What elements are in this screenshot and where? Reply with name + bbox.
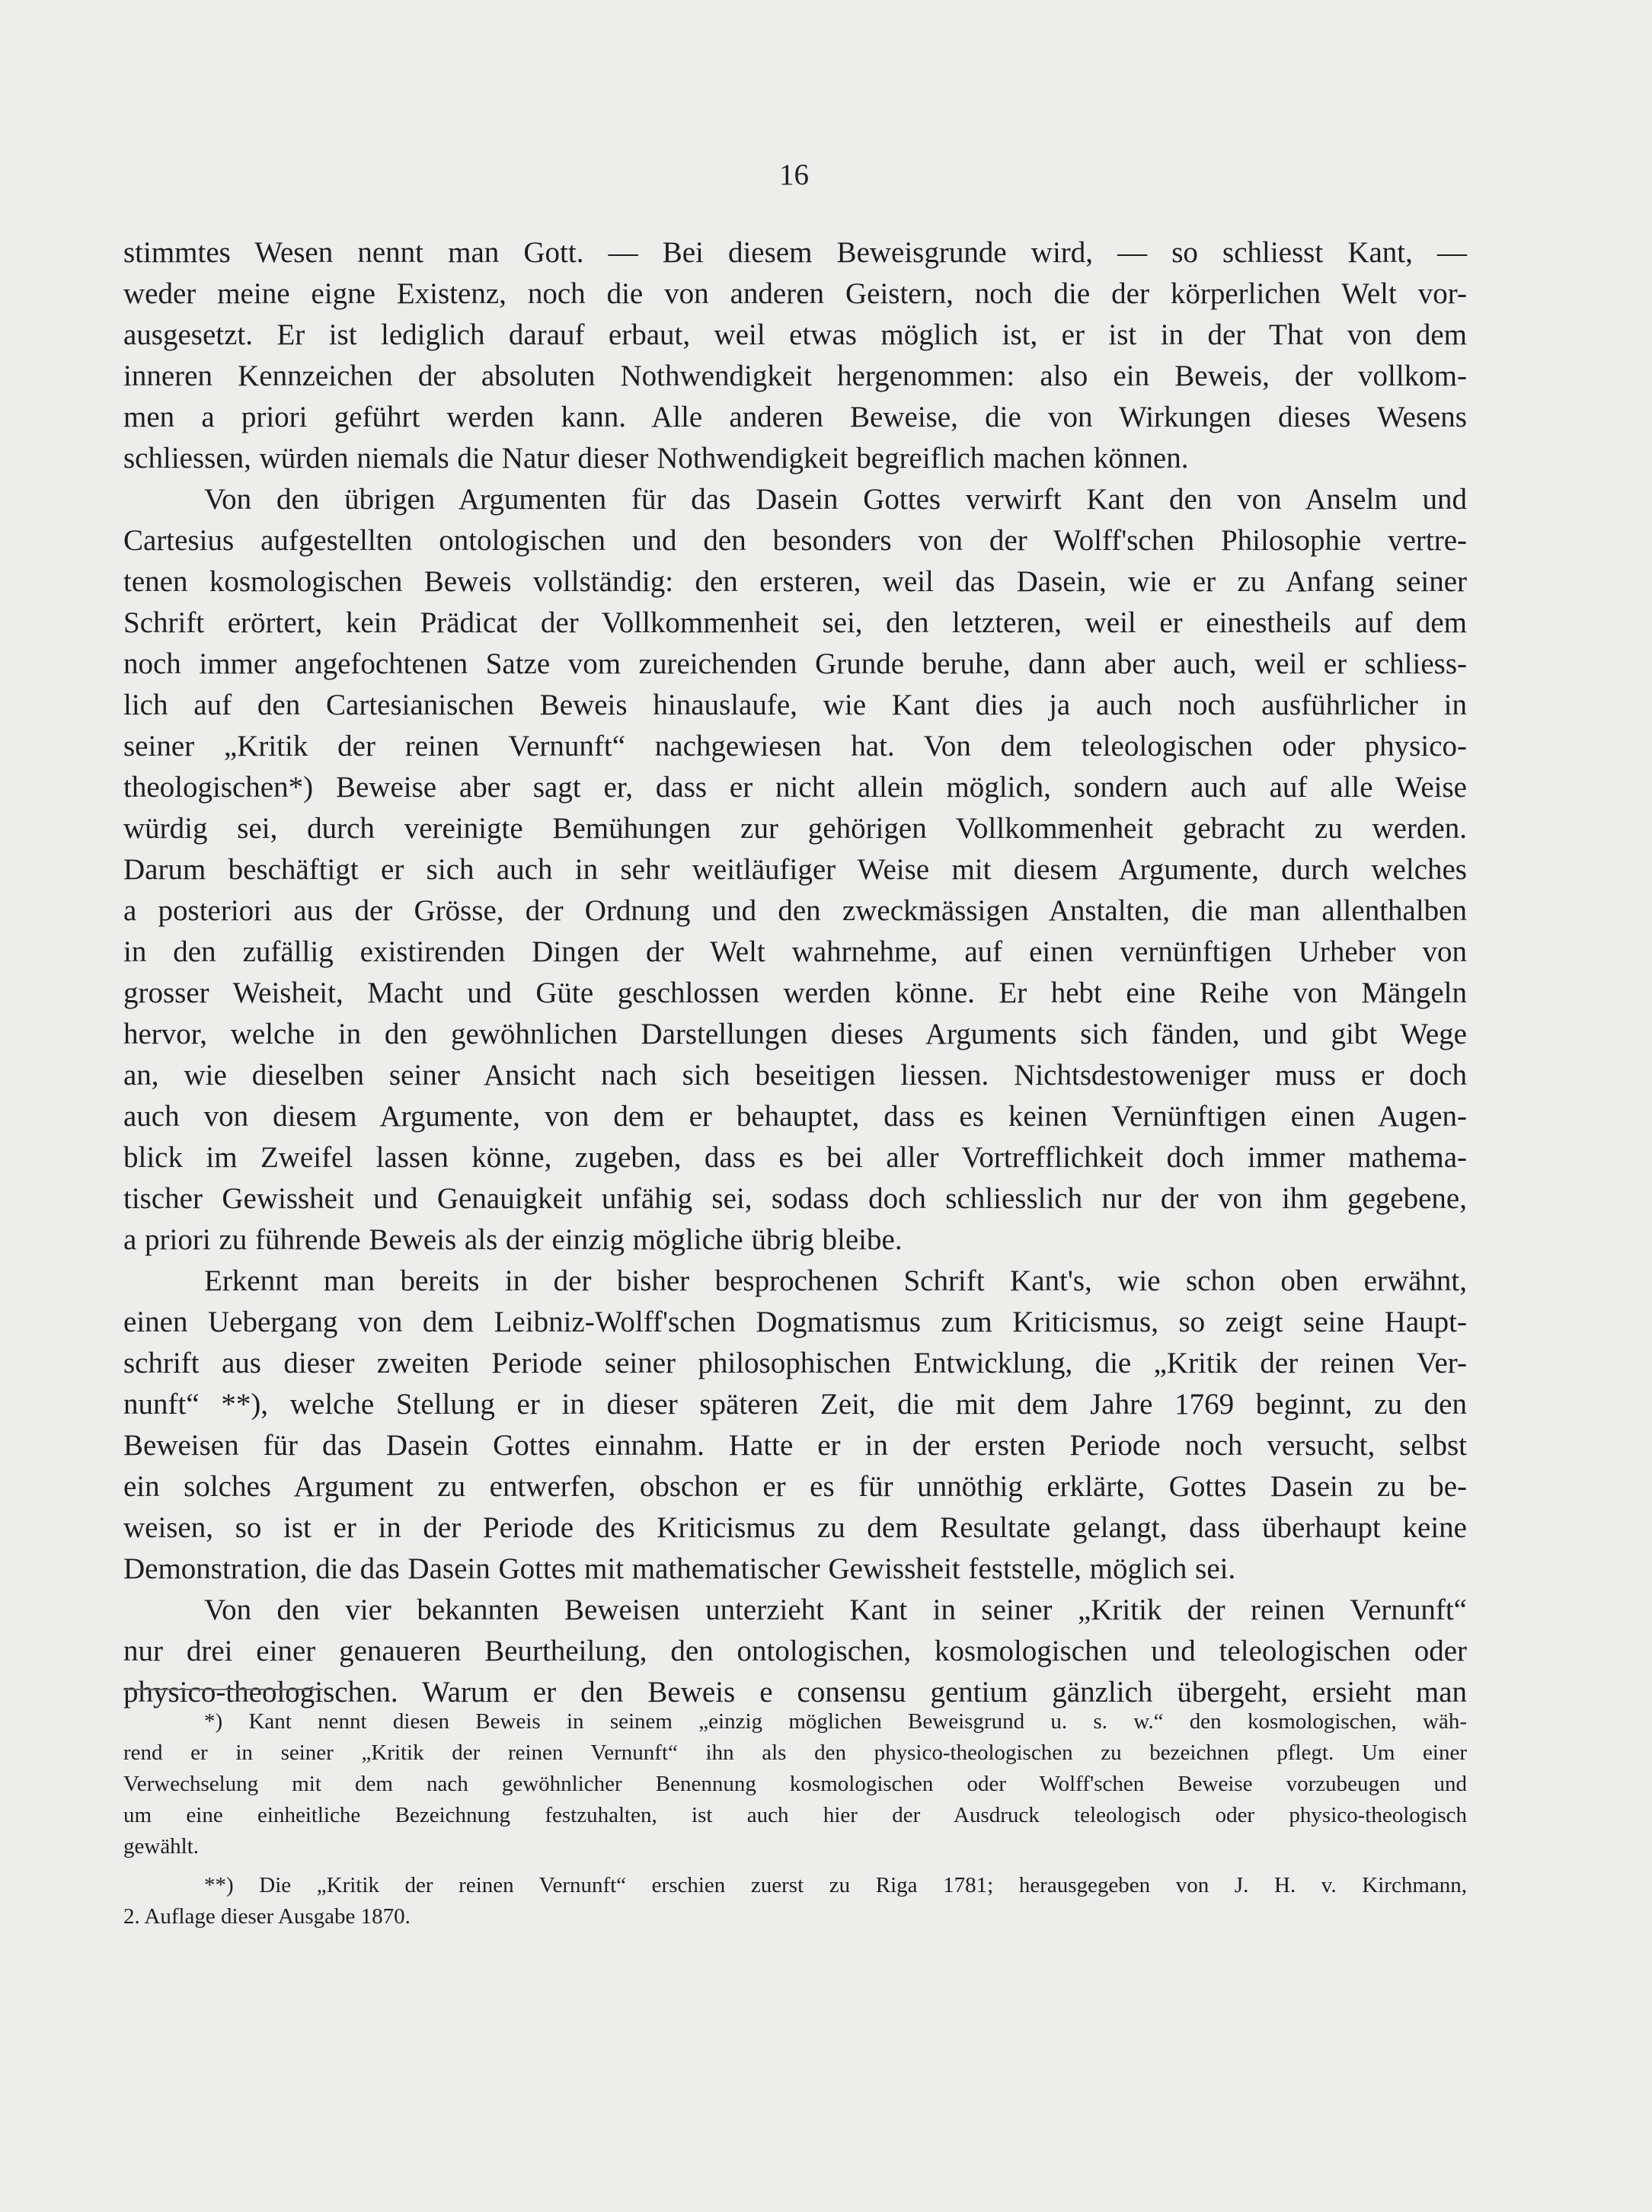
footnote-line: Verwechselung mit dem nach gewöhnlicher Benennung kosmologischen oder Wolff'schen Beweise vorzubeugen und — [123, 1772, 1467, 1796]
text-line: tenen kosmologischen Beweis vollständig: den ersteren, weil das Dasein, wie er zu Anfang seiner — [123, 565, 1467, 598]
footnote-line: rend er in seiner „Kritik der reinen Vernunft“ ihn als den physico-theologischen zu bezeichnen pflegt. Um einer — [123, 1741, 1467, 1765]
text-line: a priori zu führende Beweis als der einzig mögliche übrig bleibe. — [123, 1223, 903, 1256]
text-line: Beweisen für das Dasein Gottes einnahm. Hatte er in der ersten Periode noch versucht, selbst — [123, 1429, 1467, 1462]
footnote-divider — [123, 1689, 323, 1690]
text-line: theologischen*) Beweise aber sagt er, dass er nicht allein möglich, sondern auch auf alle Weise — [123, 771, 1467, 804]
text-line: blick im Zweifel lassen könne, zugeben, dass es bei aller Vortrefflichkeit doch immer mathema- — [123, 1141, 1467, 1174]
paragraph-start-line: Erkennt man bereits in der bisher besprochenen Schrift Kant's, wie schon oben erwähnt, — [204, 1264, 1467, 1297]
footnotes — [123, 1706, 1467, 1932]
text-line: Cartesius aufgestellten ontologischen und den besonders von der Wolff'schen Philosophie vertre- — [123, 524, 1467, 557]
paragraph-start-line: Von den vier bekannten Beweisen unterzieht Kant in seiner „Kritik der reinen Vernunft“ — [204, 1593, 1467, 1626]
text-line: stimmtes Wesen nennt man Gott. — Bei diesem Beweisgrunde wird, — so schliesst Kant, — — [123, 236, 1467, 269]
text-line: Demonstration, die das Dasein Gottes mit mathematischer Gewissheit feststelle, möglich sei. — [123, 1552, 1236, 1585]
text-line: an, wie dieselben seiner Ansicht nach sich beseitigen liessen. Nichtsdestoweniger muss er doch — [123, 1059, 1467, 1092]
text-line: nunft“ **), welche Stellung er in dieser späteren Zeit, die mit dem Jahre 1769 beginnt, zu den — [123, 1388, 1467, 1421]
text-line: einen Uebergang von dem Leibniz-Wolff'schen Dogmatismus zum Kriticismus, so zeigt seine Haupt- — [123, 1306, 1467, 1338]
text-line: nur drei einer genaueren Beurtheilung, den ontologischen, kosmologischen und teleologischen oder — [123, 1635, 1467, 1667]
text-line: lich auf den Cartesianischen Beweis hinauslaufe, wie Kant dies ja auch noch ausführlicher in — [123, 689, 1467, 721]
text-line: noch immer angefochtenen Satze vom zureichenden Grunde beruhe, dann aber auch, weil er schliess- — [123, 647, 1467, 680]
text-line: schrift aus dieser zweiten Periode seiner philosophischen Entwicklung, die „Kritik der reinen Ver- — [123, 1347, 1467, 1379]
body-text — [123, 232, 1467, 1713]
text-line: physico-theologischen. Warum er den Beweis e consensu gentium gänzlich übergeht, ersieht man — [123, 1676, 1467, 1709]
text-line: würdig sei, durch vereinigte Bemühungen zur gehörigen Vollkommenheit gebracht zu werden. — [123, 812, 1467, 845]
text-line: ausgesetzt. Er ist lediglich darauf erbaut, weil etwas möglich ist, er ist in der That von dem — [123, 318, 1467, 351]
text-line: weisen, so ist er in der Periode des Kriticismus zu dem Resultate gelangt, dass überhaupt keine — [123, 1511, 1467, 1544]
footnote-line: um eine einheitliche Bezeichnung festzuhalten, ist auch hier der Ausdruck teleologisch oder physico-theologisch — [123, 1803, 1467, 1827]
text-line: Schrift erörtert, kein Prädicat der Vollkommenheit sei, den letzteren, weil er einestheils auf dem — [123, 606, 1467, 639]
text-line: tischer Gewissheit und Genauigkeit unfähig sei, sodass doch schliesslich nur der von ihm gegebene, — [123, 1182, 1467, 1215]
text-line: grosser Weisheit, Macht und Güte geschlossen werden könne. Er hebt eine Reihe von Mängeln — [123, 977, 1467, 1009]
text-line: seiner „Kritik der reinen Vernunft“ nachgewiesen hat. Von dem teleologischen oder physico- — [123, 730, 1467, 762]
text-line: in den zufällig existirenden Dingen der Welt wahrnehme, auf einen vernünftigen Urheber von — [123, 935, 1467, 968]
text-line: inneren Kennzeichen der absoluten Nothwendigkeit hergenommen: also ein Beweis, der vollkom- — [123, 360, 1467, 392]
page-number: 16 — [779, 158, 809, 191]
text-line: Darum beschäftigt er sich auch in sehr weitläufiger Weise mit diesem Argumente, durch welches — [123, 853, 1467, 886]
text-line: a posteriori aus der Grösse, der Ordnung und den zweckmässigen Anstalten, die man allenthalben — [123, 894, 1467, 927]
footnote-line: *) Kant nennt diesen Beweis in seinem „einzig möglichen Beweisgrund u. s. w.“ den kosmologischen, wäh- — [204, 1709, 1467, 1734]
paragraph-start-line: Von den übrigen Argumenten für das Dasein Gottes verwirft Kant den von Anselm und — [204, 483, 1467, 516]
text-line: men a priori geführt werden kann. Alle anderen Beweise, die von Wirkungen dieses Wesens — [123, 401, 1467, 433]
text-line: schliessen, würden niemals die Natur dieser Nothwendigkeit begreiflich machen können. — [123, 442, 1189, 475]
footnote-line: gewählt. — [123, 1834, 200, 1859]
text-line: hervor, welche in den gewöhnlichen Darstellungen dieses Arguments sich fänden, und gibt Wege — [123, 1018, 1467, 1050]
footnote-line: 2. Auflage dieser Ausgabe 1870. — [123, 1904, 411, 1929]
footnote-line: **) Die „Kritik der reinen Vernunft“ erschien zuerst zu Riga 1781; herausgegeben von J. H. v. Kirchmann, — [204, 1873, 1467, 1897]
text-line: auch von diesem Argumente, von dem er behauptet, dass es keinen Vernünftigen einen Augen- — [123, 1100, 1467, 1133]
text-line: weder meine eigne Existenz, noch die von anderen Geistern, noch die der körperlichen Welt vor- — [123, 277, 1467, 310]
text-line: ein solches Argument zu entwerfen, obschon er es für unnöthig erklärte, Gottes Dasein zu be- — [123, 1470, 1467, 1503]
footnote-spacer — [123, 1862, 1467, 1870]
